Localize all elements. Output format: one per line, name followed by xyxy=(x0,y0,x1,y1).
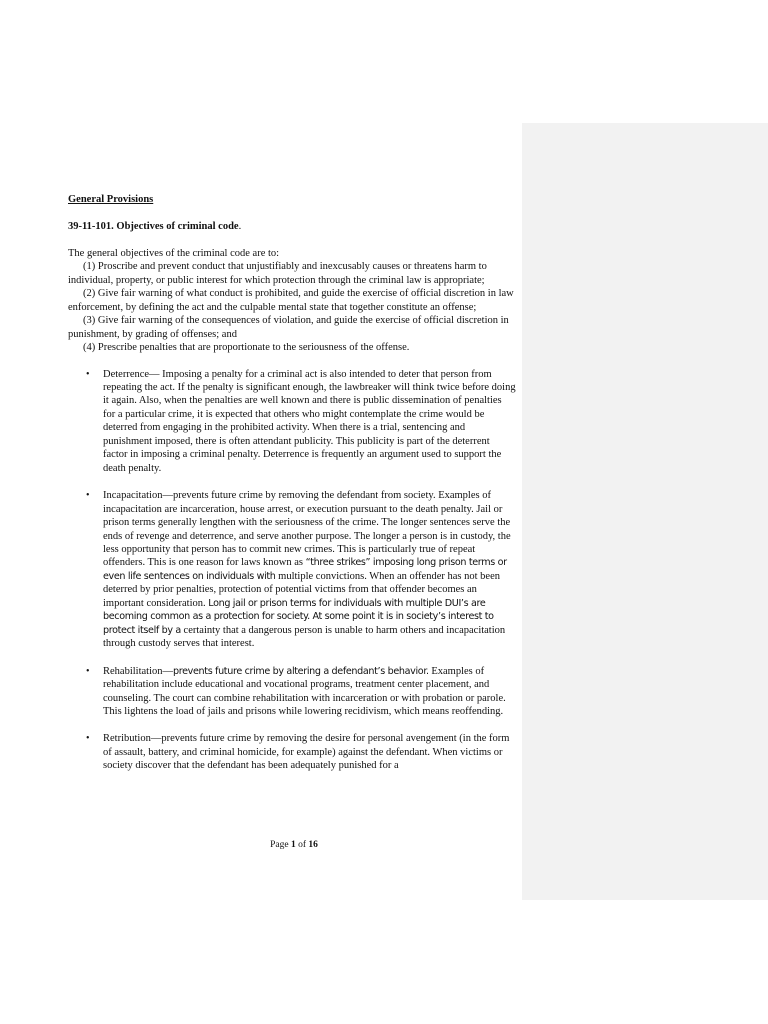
retribution-text: Retribution—prevents future crime by removing the desire for personal avengement (in the form of assault, battery, and criminal homicide, for example) against the defendant. When victims or society discover that the defendant has been adequately punished for a xyxy=(103,733,510,772)
footer-prefix: Page xyxy=(270,840,291,850)
incapacitation-text-2: multiple convictions. When an offender has not been deterred by prior penalties, protection of potential victims from that offender becomes an important consideration. xyxy=(103,570,500,609)
bullet-list xyxy=(68,368,528,773)
footer-current-page: 1 xyxy=(290,840,296,850)
article-title-text: 39-11-101. Objectives of criminal code xyxy=(68,221,239,233)
incapacitation-text-1: Incapacitation—prevents future crime by removing the defendant from society. Examples of incapacitation are incarceration, house arrest, or execution pursuant to the death penalty. Jail or prison terms generally lengthen with the seriousness of the crime. The longer sentences serve the ends of revenge and deterrence, and serve another purpose. The longer a person is in custody, the less opportunity that person has to commit new crimes. This is particularly true of repeat offenders. This is one reason for laws known as xyxy=(103,490,511,569)
article-title-period: . xyxy=(238,221,242,233)
objective-2: (2) Give fair warning of what conduct is prohibited, and guide the exercise of official discretion in law enforcement, by defining the act and the culpable mental state that together constitute an offense; xyxy=(68,288,514,313)
intro-paragraph: The general objectives of the criminal code are to: xyxy=(68,247,280,259)
page-footer xyxy=(0,840,588,850)
incapacitation-edit-1: “three strikes” imposing long prison terms or even life sentences on individuals with xyxy=(103,557,507,582)
article-title xyxy=(68,220,528,233)
footer-middle: of xyxy=(295,840,309,850)
comments-pane xyxy=(522,123,768,900)
footer-total-pages: 16 xyxy=(308,840,318,850)
document-page xyxy=(68,193,528,787)
deterrence-text: Deterrence— Imposing a penalty for a criminal act is also intended to deter that person from repeating the act. If the penalty is significant enough, the lawbreaker will think twice before doing it again. Also, when the penalties are well known and there is public dissemination of penalties for a particular crime, it is expected that others who might contemplate the crime would be deterred from engaging in the prohibited activity. When there is a trial, sentencing and punishment imposed, there is often attendant publicity. This publicity is part of the deterrent factor in imposing a criminal penalty. Deterrence is frequently an argument used to support the death penalty. xyxy=(103,368,516,474)
section-heading: General Provisions xyxy=(68,194,154,205)
bullet-incapacitation xyxy=(68,489,528,650)
objective-1: (1) Proscribe and prevent conduct that unjustifiably and inexcusably causes or threatens harm to individual, property, or public interest for which protection through the criminal law is appropriate; xyxy=(68,261,487,286)
bullet-icon: • xyxy=(86,733,90,745)
rehabilitation-edit: prevents future crime by altering a defendant’s behavior. xyxy=(173,665,429,677)
objective-4: (4) Prescribe penalties that are proportionate to the seriousness of the offense. xyxy=(83,342,410,354)
bullet-rehabilitation xyxy=(68,665,528,719)
bullet-icon: • xyxy=(86,665,90,677)
rehabilitation-text-1: Rehabilitation— xyxy=(103,665,173,677)
bullet-deterrence xyxy=(68,368,528,476)
rehabilitation-text-2: Examples of rehabilitation include educational and vocational programs, treatment center placement, and counseling. The court can combine rehabilitation with incarceration or with probation or parole. This lightens the load of jails and prisons while lowering recidivism, which means reoffending. xyxy=(103,665,506,717)
bullet-retribution xyxy=(68,732,528,772)
incapacitation-edit-2: Long jail or prison terms for individuals with multiple DUI’s are becoming common as a protection for society. At some point it is in society’s interest to protect itself by a xyxy=(103,597,494,636)
incapacitation-text-3: certainty that a dangerous person is unable to harm others and incapacitation through custody serves that interest. xyxy=(103,624,506,650)
bullet-icon: • xyxy=(86,490,90,502)
objective-3: (3) Give fair warning of the consequences of violation, and guide the exercise of official discretion in punishment, by grading of offenses; and xyxy=(68,315,509,340)
bullet-icon: • xyxy=(86,368,90,380)
